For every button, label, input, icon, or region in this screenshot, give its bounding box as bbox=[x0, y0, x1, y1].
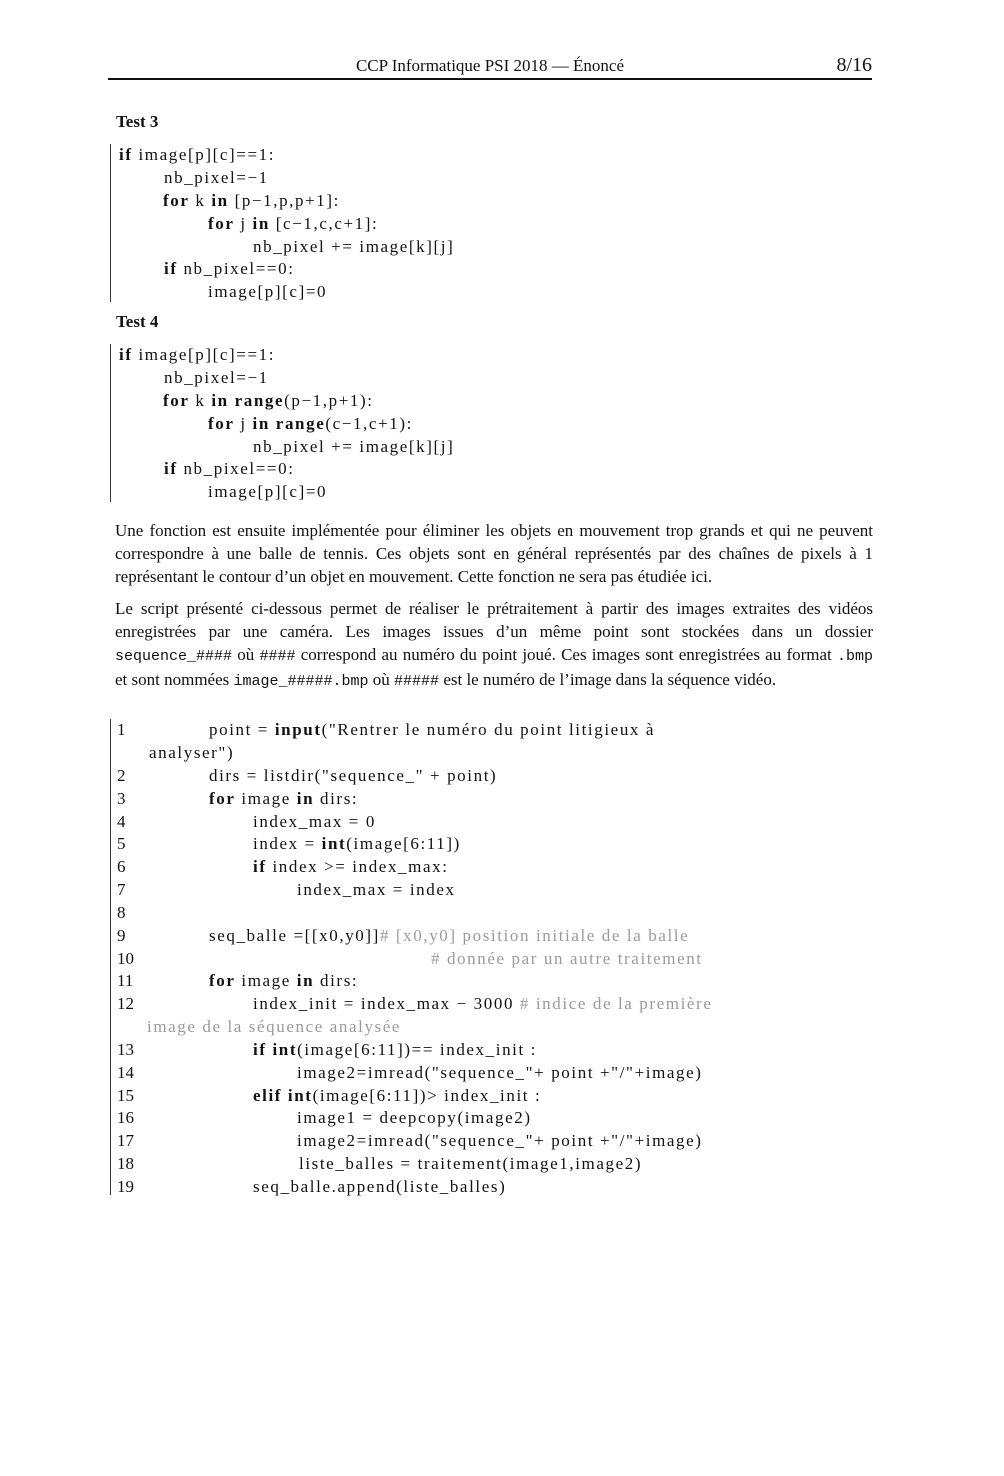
code-line bbox=[253, 856, 449, 878]
inline-code: image_#####.bmp bbox=[233, 673, 369, 690]
code-text: (p−1,p+1): bbox=[284, 391, 374, 410]
code-line: seq_balle.append(liste_balles) bbox=[253, 1177, 507, 1196]
keyword: in bbox=[252, 414, 270, 433]
script-code bbox=[110, 719, 713, 1196]
code-line: analyser") bbox=[149, 743, 235, 762]
paragraph-script bbox=[115, 597, 873, 693]
code-text: k bbox=[189, 391, 212, 410]
code-text: nb_pixel==0: bbox=[177, 259, 295, 278]
line-number: 7 bbox=[117, 880, 126, 899]
keyword: for bbox=[209, 971, 236, 990]
code-line: index_max = 0 bbox=[253, 812, 376, 831]
code-line: dirs = listdir("sequence_" + point) bbox=[209, 766, 498, 785]
code-line: nb_pixel=−1 bbox=[164, 368, 269, 387]
code-text: k bbox=[189, 191, 212, 210]
code-text: [p−1,p,p+1]: bbox=[228, 191, 340, 210]
keyword: in bbox=[211, 191, 229, 210]
code-text: dirs: bbox=[314, 971, 359, 990]
code-text: seq_balle =[[x0,y0]] bbox=[209, 926, 380, 945]
keyword: if bbox=[119, 345, 133, 364]
line-number: 2 bbox=[117, 766, 126, 785]
code-text: index = bbox=[253, 834, 322, 853]
code-line: liste_balles = traitement(image1,image2) bbox=[299, 1154, 643, 1173]
code-line bbox=[163, 390, 374, 412]
code-line bbox=[164, 458, 295, 480]
code-line bbox=[209, 788, 358, 810]
code-line bbox=[119, 144, 275, 166]
code-text: (image[6:11]) bbox=[346, 834, 461, 853]
line-number: 4 bbox=[117, 812, 126, 831]
code-text: index >= index_max: bbox=[266, 857, 449, 876]
code-comment: # donnée par un autre traitement bbox=[431, 949, 703, 968]
keyword: int bbox=[287, 1086, 313, 1105]
code-text: index_init = index_max − 3000 bbox=[253, 994, 520, 1013]
test3-code bbox=[110, 144, 455, 302]
keyword: int bbox=[321, 834, 347, 853]
para-text: Le script présenté ci-dessous permet de réaliser le prétraitement à partir des images extraites des vidéos enregistrées par une caméra. Les images issues d’un même point sont stockées dans un dossier bbox=[115, 599, 873, 641]
code-line bbox=[253, 1039, 537, 1061]
code-line: image1 = deepcopy(image2) bbox=[297, 1108, 532, 1127]
inline-code: #### bbox=[259, 648, 296, 665]
line-number: 13 bbox=[117, 1040, 134, 1059]
line-number: 19 bbox=[117, 1177, 134, 1196]
code-text: j bbox=[234, 214, 253, 233]
code-text: nb_pixel==0: bbox=[177, 459, 295, 478]
keyword: for bbox=[209, 789, 236, 808]
keyword: input bbox=[274, 720, 322, 739]
code-text: point = bbox=[209, 720, 275, 739]
code-text: ("Rentrer le numéro du point litigieux à bbox=[321, 720, 656, 739]
code-line bbox=[253, 833, 461, 855]
keyword: if bbox=[164, 259, 178, 278]
line-number: 9 bbox=[117, 926, 126, 945]
code-line bbox=[163, 190, 340, 212]
inline-code: ##### bbox=[394, 673, 440, 690]
code-line bbox=[164, 258, 295, 280]
code-text: (image[6:11])> index_init : bbox=[312, 1086, 542, 1105]
code-text: image bbox=[235, 789, 297, 808]
code-line: index_max = index bbox=[297, 880, 456, 899]
code-line: image2=imread("sequence_"+ point +"/"+image) bbox=[297, 1131, 703, 1150]
code-line: nb_pixel += image[k][j] bbox=[253, 237, 455, 256]
para-text: où bbox=[232, 645, 260, 664]
code-line bbox=[253, 993, 712, 1015]
keyword: in bbox=[296, 789, 315, 808]
test4-code bbox=[110, 344, 455, 502]
code-text: (c−1,c+1): bbox=[325, 414, 413, 433]
code-text: (image[6:11])== index_init : bbox=[297, 1040, 538, 1059]
code-line bbox=[208, 413, 413, 435]
keyword: for bbox=[208, 414, 235, 433]
code-line bbox=[209, 970, 358, 992]
para-text: correspond au numéro du point joué. Ces images sont enregistrées au format bbox=[295, 645, 837, 664]
code-comment: image de la séquence analysée bbox=[147, 1017, 402, 1036]
keyword: elif bbox=[253, 1086, 283, 1105]
line-number: 11 bbox=[117, 971, 134, 990]
line-number: 1 bbox=[117, 720, 126, 739]
code-text: image[p][c]==1: bbox=[132, 145, 276, 164]
paragraph-objects: Une fonction est ensuite implémentée pour éliminer les objets en mouvement trop grands et qui ne peuvent correspondre à une balle de tennis. Ces objets sont en général représentés par des chaînes de pixels à 1 représentant le contour d’un objet en mouvement. Cette fonction ne sera pas étudiée ici. bbox=[115, 521, 873, 586]
code-line bbox=[209, 925, 689, 947]
line-number: 16 bbox=[117, 1108, 134, 1127]
code-text: image[p][c]==1: bbox=[132, 345, 276, 364]
keyword: if bbox=[253, 1040, 267, 1059]
page-header bbox=[108, 54, 872, 80]
line-number: 6 bbox=[117, 857, 126, 876]
header-title: CCP Informatique PSI 2018 — Énoncé bbox=[355, 56, 625, 75]
inline-code: sequence_#### bbox=[115, 648, 233, 665]
page-number: 8/16 bbox=[836, 54, 872, 76]
test3-title: Test 3 bbox=[116, 112, 159, 131]
code-line bbox=[253, 1085, 541, 1107]
keyword: if bbox=[164, 459, 178, 478]
line-number: 5 bbox=[117, 834, 126, 853]
para-text: et sont nommées bbox=[115, 670, 234, 689]
keyword: int bbox=[272, 1040, 298, 1059]
line-number: 14 bbox=[117, 1063, 134, 1082]
code-line: nb_pixel += image[k][j] bbox=[253, 437, 455, 456]
code-text: dirs: bbox=[314, 789, 359, 808]
code-line: image2=imread("sequence_"+ point +"/"+image) bbox=[297, 1063, 703, 1082]
test4-title: Test 4 bbox=[116, 312, 159, 331]
keyword: in bbox=[296, 971, 315, 990]
code-line bbox=[119, 344, 275, 366]
code-line: image[p][c]=0 bbox=[208, 282, 328, 301]
inline-code: .bmp bbox=[836, 648, 873, 665]
keyword: if bbox=[253, 857, 267, 876]
code-line: image[p][c]=0 bbox=[208, 482, 328, 501]
code-text: image bbox=[235, 971, 297, 990]
keyword: in bbox=[211, 391, 229, 410]
line-number: 8 bbox=[117, 903, 126, 922]
keyword: for bbox=[163, 191, 190, 210]
keyword: for bbox=[208, 214, 235, 233]
keyword: in bbox=[252, 214, 270, 233]
code-line: nb_pixel=−1 bbox=[164, 168, 269, 187]
line-number: 15 bbox=[117, 1086, 134, 1105]
code-text: j bbox=[234, 414, 253, 433]
line-number: 18 bbox=[117, 1154, 134, 1173]
code-text: [c−1,c,c+1]: bbox=[269, 214, 379, 233]
keyword: if bbox=[119, 145, 133, 164]
line-number: 3 bbox=[117, 789, 126, 808]
code-comment: # indice de la première bbox=[519, 994, 713, 1013]
code-comment: # [x0,y0] position initiale de la balle bbox=[379, 926, 690, 945]
keyword: for bbox=[163, 391, 190, 410]
keyword: range bbox=[234, 391, 285, 410]
line-number: 17 bbox=[117, 1131, 134, 1150]
para-text: où bbox=[368, 670, 395, 689]
code-line bbox=[208, 213, 378, 235]
line-number: 12 bbox=[117, 994, 134, 1013]
para-text: est le numéro de l’image dans la séquence vidéo. bbox=[439, 670, 777, 689]
code-line bbox=[209, 719, 655, 741]
line-number: 10 bbox=[117, 949, 134, 968]
keyword: range bbox=[275, 414, 326, 433]
